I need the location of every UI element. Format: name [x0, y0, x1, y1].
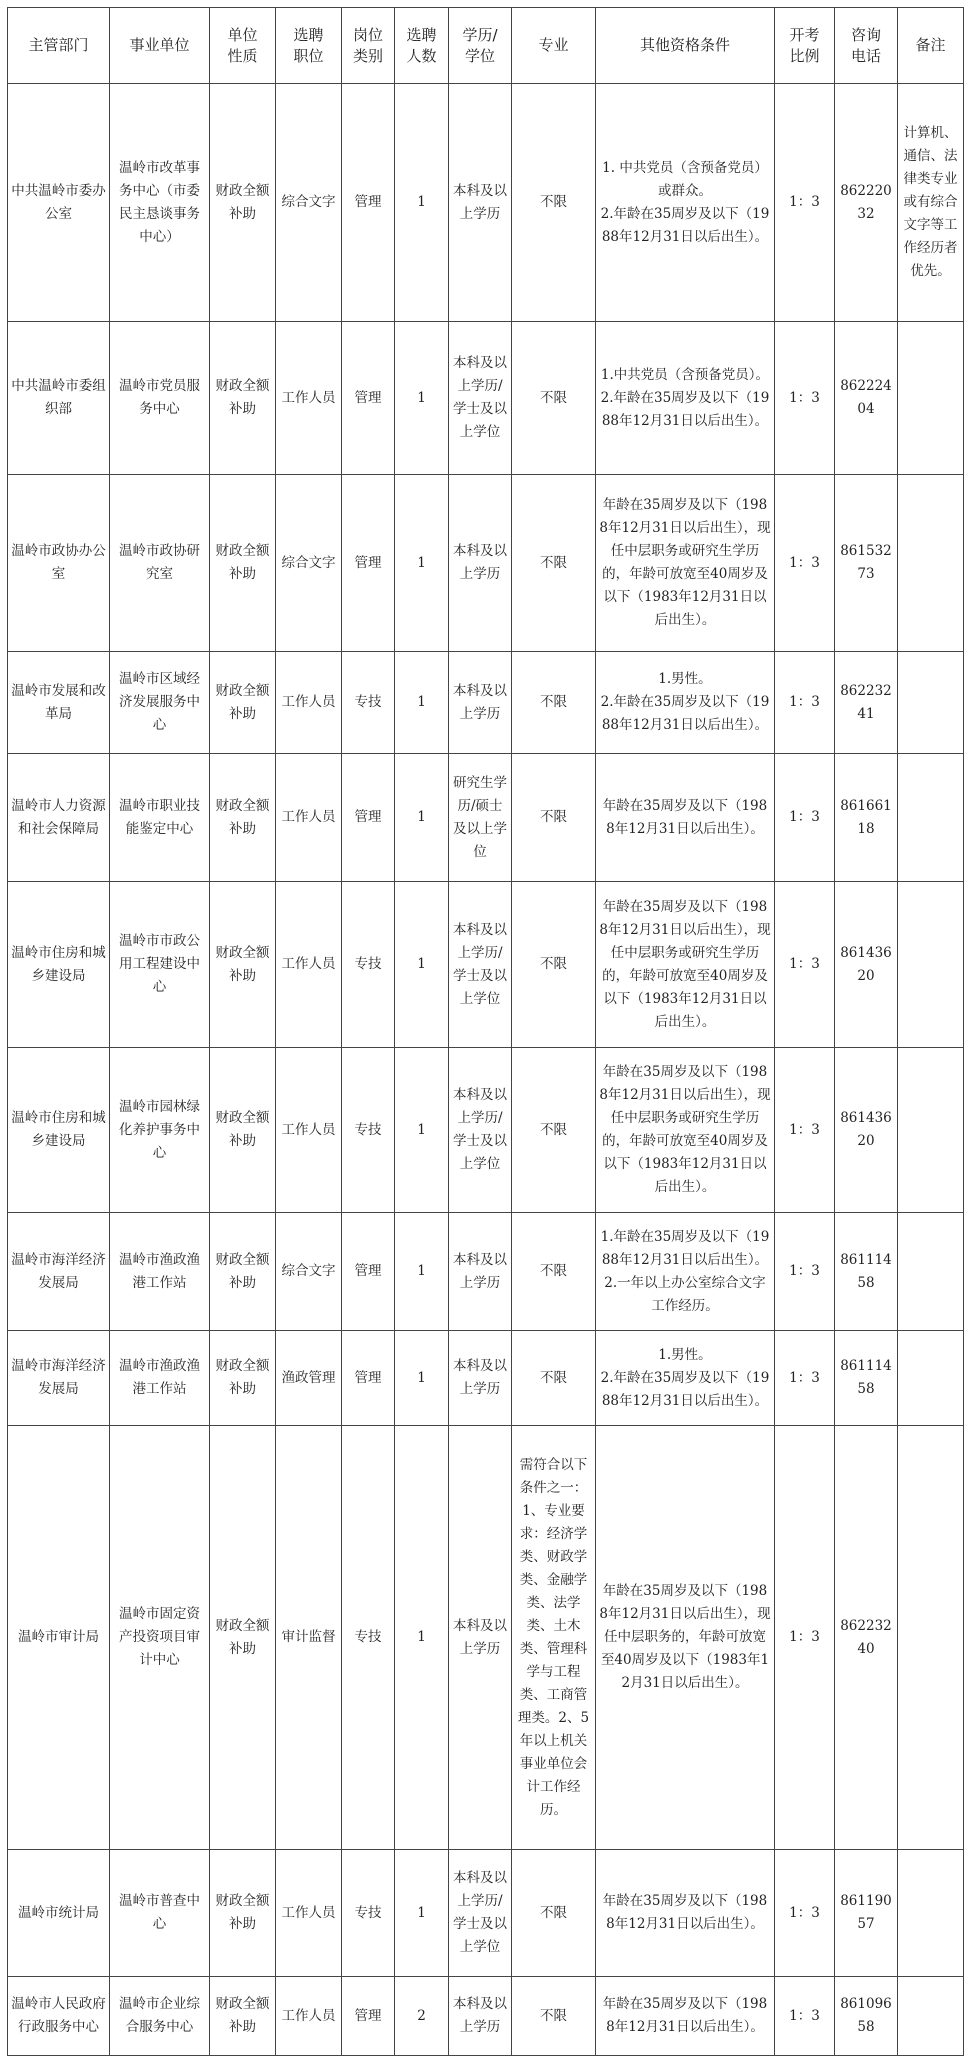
header-nature: 单位性质 [210, 8, 276, 84]
cell-remark [898, 1426, 964, 1850]
cell-conditions: 年龄在35周岁及以下（1988年12月31日以后出生），现任中层职务的，年龄可放宽至40周岁及以下（1983年12月31日以后出生）。 [596, 1426, 775, 1850]
condition-line: 2.年龄在35周岁及以下（1988年12月31日以后出生）。 [600, 694, 770, 733]
cell-position: 工作人员 [276, 322, 342, 475]
cell-remark [898, 652, 964, 754]
header-category: 岗位类别 [342, 8, 395, 84]
condition-line: 1.男性。 [658, 671, 712, 687]
table-row [8, 1850, 964, 1977]
cell-category: 管理 [342, 754, 395, 882]
cell-conditions: 年龄在35周岁及以下（1988年12月31日以后出生）。 [596, 1977, 775, 2056]
cell-ratio: 1：3 [775, 475, 835, 652]
cell-major: 不限 [512, 1977, 596, 2056]
cell-nature: 财政全额补助 [210, 1213, 276, 1331]
cell-remark [898, 754, 964, 882]
cell-phone: 86223241 [835, 652, 898, 754]
cell-unit: 温岭市区域经济发展服务中心 [110, 652, 210, 754]
cell-conditions [596, 652, 775, 754]
cell-count: 1 [395, 475, 449, 652]
cell-major: 不限 [512, 1331, 596, 1426]
cell-remark [898, 1850, 964, 1977]
cell-category: 管理 [342, 1331, 395, 1426]
condition-line: 1.中共党员（含预备党员）。 [600, 366, 770, 383]
cell-phone: 86153273 [835, 475, 898, 652]
cell-remark [898, 1048, 964, 1213]
cell-dept: 中共温岭市委办公室 [8, 84, 110, 322]
condition-line: 2.年龄在35周岁及以下（1988年12月31日以后出生）。 [600, 1369, 770, 1409]
cell-conditions: 年龄在35周岁及以下（1988年12月31日以后出生）。 [596, 754, 775, 882]
cell-dept: 温岭市人民政府行政服务中心 [8, 1977, 110, 2056]
cell-category: 管理 [342, 322, 395, 475]
cell-nature: 财政全额补助 [210, 1331, 276, 1426]
cell-major: 不限 [512, 84, 596, 322]
cell-dept: 温岭市政协办公室 [8, 475, 110, 652]
cell-major: 不限 [512, 754, 596, 882]
cell-count: 1 [395, 1331, 449, 1426]
cell-education: 研究生学历/硕士及以上学位 [449, 754, 512, 882]
cell-conditions: 年龄在35周岁及以下（1988年12月31日以后出生），现任中层职务或研究生学历的，年龄可放宽至40周岁及以下（1983年12月31日以后出生）。 [596, 882, 775, 1048]
cell-major: 不限 [512, 1850, 596, 1977]
header-row [8, 8, 964, 84]
cell-category: 管理 [342, 84, 395, 322]
cell-major: 不限 [512, 475, 596, 652]
cell-education: 本科及以上学历/学士及以上学位 [449, 322, 512, 475]
cell-major: 不限 [512, 882, 596, 1048]
cell-ratio: 1：3 [775, 1213, 835, 1331]
cell-ratio: 1：3 [775, 1426, 835, 1850]
cell-education: 本科及以上学历 [449, 84, 512, 322]
cell-dept: 温岭市审计局 [8, 1426, 110, 1850]
cell-dept: 中共温岭市委组织部 [8, 322, 110, 475]
cell-ratio: 1：3 [775, 1331, 835, 1426]
cell-education: 本科及以上学历 [449, 1213, 512, 1331]
cell-count: 1 [395, 84, 449, 322]
cell-conditions [596, 1213, 775, 1331]
cell-remark [898, 322, 964, 475]
table-row [8, 1331, 964, 1426]
cell-position: 工作人员 [276, 754, 342, 882]
condition-line: 2.一年以上办公室综合文字工作经历。 [604, 1274, 766, 1314]
header-position: 选聘职位 [276, 8, 342, 84]
cell-nature: 财政全额补助 [210, 1426, 276, 1850]
cell-position: 渔政管理 [276, 1331, 342, 1426]
cell-position: 综合文字 [276, 1213, 342, 1331]
table-row [8, 322, 964, 475]
cell-education: 本科及以上学历 [449, 1426, 512, 1850]
cell-remark [898, 475, 964, 652]
cell-category: 专技 [342, 1048, 395, 1213]
cell-unit: 温岭市市政公用工程建设中心 [110, 882, 210, 1048]
table-row [8, 652, 964, 754]
table-row [8, 1048, 964, 1213]
table-row [8, 475, 964, 652]
cell-count: 1 [395, 322, 449, 475]
cell-unit: 温岭市职业技能鉴定中心 [110, 754, 210, 882]
cell-unit: 温岭市普查中心 [110, 1850, 210, 1977]
cell-count: 1 [395, 1426, 449, 1850]
cell-education: 本科及以上学历 [449, 652, 512, 754]
cell-major: 需符合以下条件之一：1、专业要求：经济学类、财政学类、金融学类、法学类、土木类、管理科学与工程类、工商管理类。2、5年以上机关事业单位会计工作经历。 [512, 1426, 596, 1850]
cell-category: 专技 [342, 1850, 395, 1977]
cell-phone: 86119057 [835, 1850, 898, 1977]
cell-dept: 温岭市海洋经济发展局 [8, 1213, 110, 1331]
table-row [8, 882, 964, 1048]
table-row [8, 1426, 964, 1850]
cell-category: 专技 [342, 652, 395, 754]
cell-position: 工作人员 [276, 1048, 342, 1213]
cell-phone: 86143620 [835, 1048, 898, 1213]
table-row [8, 1977, 964, 2056]
cell-position: 工作人员 [276, 882, 342, 1048]
cell-count: 1 [395, 882, 449, 1048]
cell-position: 综合文字 [276, 475, 342, 652]
cell-education: 本科及以上学历/学士及以上学位 [449, 1048, 512, 1213]
cell-nature: 财政全额补助 [210, 475, 276, 652]
cell-education: 本科及以上学历/学士及以上学位 [449, 882, 512, 1048]
cell-phone: 86111458 [835, 1331, 898, 1426]
condition-line: 2.年龄在35周岁及以下（1988年12月31日以后出生）。 [600, 389, 770, 429]
cell-phone: 86111458 [835, 1213, 898, 1331]
cell-phone: 86222404 [835, 322, 898, 475]
condition-line: 1.男性。 [658, 1346, 712, 1363]
cell-category: 管理 [342, 1213, 395, 1331]
cell-count: 1 [395, 1850, 449, 1977]
cell-category: 专技 [342, 1426, 395, 1850]
cell-dept: 温岭市发展和改革局 [8, 652, 110, 754]
cell-nature: 财政全额补助 [210, 84, 276, 322]
cell-position: 工作人员 [276, 652, 342, 754]
cell-ratio: 1：3 [775, 652, 835, 754]
cell-category: 管理 [342, 1977, 395, 2056]
cell-conditions [596, 1331, 775, 1426]
cell-count: 1 [395, 652, 449, 754]
cell-remark [898, 1977, 964, 2056]
cell-education: 本科及以上学历/学士及以上学位 [449, 1850, 512, 1977]
cell-count: 1 [395, 1213, 449, 1331]
header-dept: 主管部门 [8, 8, 110, 84]
cell-nature: 财政全额补助 [210, 1048, 276, 1213]
cell-position: 综合文字 [276, 84, 342, 322]
table-row [8, 84, 964, 322]
cell-count: 2 [395, 1977, 449, 2056]
cell-phone: 86143620 [835, 882, 898, 1048]
cell-unit: 温岭市党员服务中心 [110, 322, 210, 475]
header-remark: 备注 [898, 8, 964, 84]
cell-position: 审计监督 [276, 1426, 342, 1850]
cell-education: 本科及以上学历 [449, 475, 512, 652]
header-phone: 咨询电话 [835, 8, 898, 84]
cell-count: 1 [395, 754, 449, 882]
cell-phone: 86109658 [835, 1977, 898, 2056]
cell-phone: 86222032 [835, 84, 898, 322]
header-education: 学历/学位 [449, 8, 512, 84]
cell-remark: 计算机、通信、法律类专业或有综合文字等工作经历者优先。 [898, 84, 964, 322]
cell-ratio: 1：3 [775, 1048, 835, 1213]
cell-unit: 温岭市渔政渔港工作站 [110, 1331, 210, 1426]
table-row [8, 1213, 964, 1331]
cell-conditions: 年龄在35周岁及以下（1988年12月31日以后出生），现任中层职务或研究生学历的，年龄可放宽至40周岁及以下（1983年12月31日以后出生）。 [596, 1048, 775, 1213]
cell-dept: 温岭市海洋经济发展局 [8, 1331, 110, 1426]
header-unit: 事业单位 [110, 8, 210, 84]
cell-unit: 温岭市改革事务中心（市委民主恳谈事务中心） [110, 84, 210, 322]
cell-count: 1 [395, 1048, 449, 1213]
recruitment-table [7, 7, 964, 2056]
cell-nature: 财政全额补助 [210, 882, 276, 1048]
cell-dept: 温岭市统计局 [8, 1850, 110, 1977]
cell-unit: 温岭市企业综合服务中心 [110, 1977, 210, 2056]
header-major: 专业 [512, 8, 596, 84]
cell-dept: 温岭市住房和城乡建设局 [8, 1048, 110, 1213]
cell-ratio: 1：3 [775, 1977, 835, 2056]
cell-ratio: 1：3 [775, 754, 835, 882]
cell-phone: 86166118 [835, 754, 898, 882]
cell-category: 专技 [342, 882, 395, 1048]
table-row [8, 754, 964, 882]
cell-position: 工作人员 [276, 1850, 342, 1977]
cell-unit: 温岭市固定资产投资项目审计中心 [110, 1426, 210, 1850]
cell-conditions [596, 84, 775, 322]
cell-phone: 86223240 [835, 1426, 898, 1850]
cell-ratio: 1：3 [775, 322, 835, 475]
cell-dept: 温岭市住房和城乡建设局 [8, 882, 110, 1048]
cell-conditions: 年龄在35周岁及以下（1988年12月31日以后出生），现任中层职务或研究生学历的，年龄可放宽至40周岁及以下（1983年12月31日以后出生）。 [596, 475, 775, 652]
header-count: 选聘人数 [395, 8, 449, 84]
cell-ratio: 1：3 [775, 84, 835, 322]
cell-ratio: 1：3 [775, 1850, 835, 1977]
cell-position: 工作人员 [276, 1977, 342, 2056]
cell-education: 本科及以上学历 [449, 1977, 512, 2056]
cell-major: 不限 [512, 1048, 596, 1213]
condition-line: 2.年龄在35周岁及以下（1988年12月31日以后出生）。 [600, 205, 770, 245]
cell-unit: 温岭市渔政渔港工作站 [110, 1213, 210, 1331]
cell-major: 不限 [512, 652, 596, 754]
cell-major: 不限 [512, 1213, 596, 1331]
header-conditions: 其他资格条件 [596, 8, 775, 84]
cell-remark [898, 1213, 964, 1331]
cell-unit: 温岭市政协研究室 [110, 475, 210, 652]
condition-line: 1. 中共党员（含预备党员）或群众。 [602, 159, 768, 199]
cell-nature: 财政全额补助 [210, 1850, 276, 1977]
cell-nature: 财政全额补助 [210, 754, 276, 882]
cell-conditions: 年龄在35周岁及以下（1988年12月31日以后出生）。 [596, 1850, 775, 1977]
cell-nature: 财政全额补助 [210, 1977, 276, 2056]
cell-education: 本科及以上学历 [449, 1331, 512, 1426]
cell-ratio: 1：3 [775, 882, 835, 1048]
cell-major: 不限 [512, 322, 596, 475]
cell-category: 管理 [342, 475, 395, 652]
cell-remark [898, 1331, 964, 1426]
condition-line: 1.年龄在35周岁及以下（1988年12月31日以后出生）。 [600, 1228, 770, 1268]
cell-nature: 财政全额补助 [210, 652, 276, 754]
cell-conditions [596, 322, 775, 475]
cell-unit: 温岭市园林绿化养护事务中心 [110, 1048, 210, 1213]
header-ratio: 开考比例 [775, 8, 835, 84]
cell-nature: 财政全额补助 [210, 322, 276, 475]
cell-dept: 温岭市人力资源和社会保障局 [8, 754, 110, 882]
cell-remark [898, 882, 964, 1048]
